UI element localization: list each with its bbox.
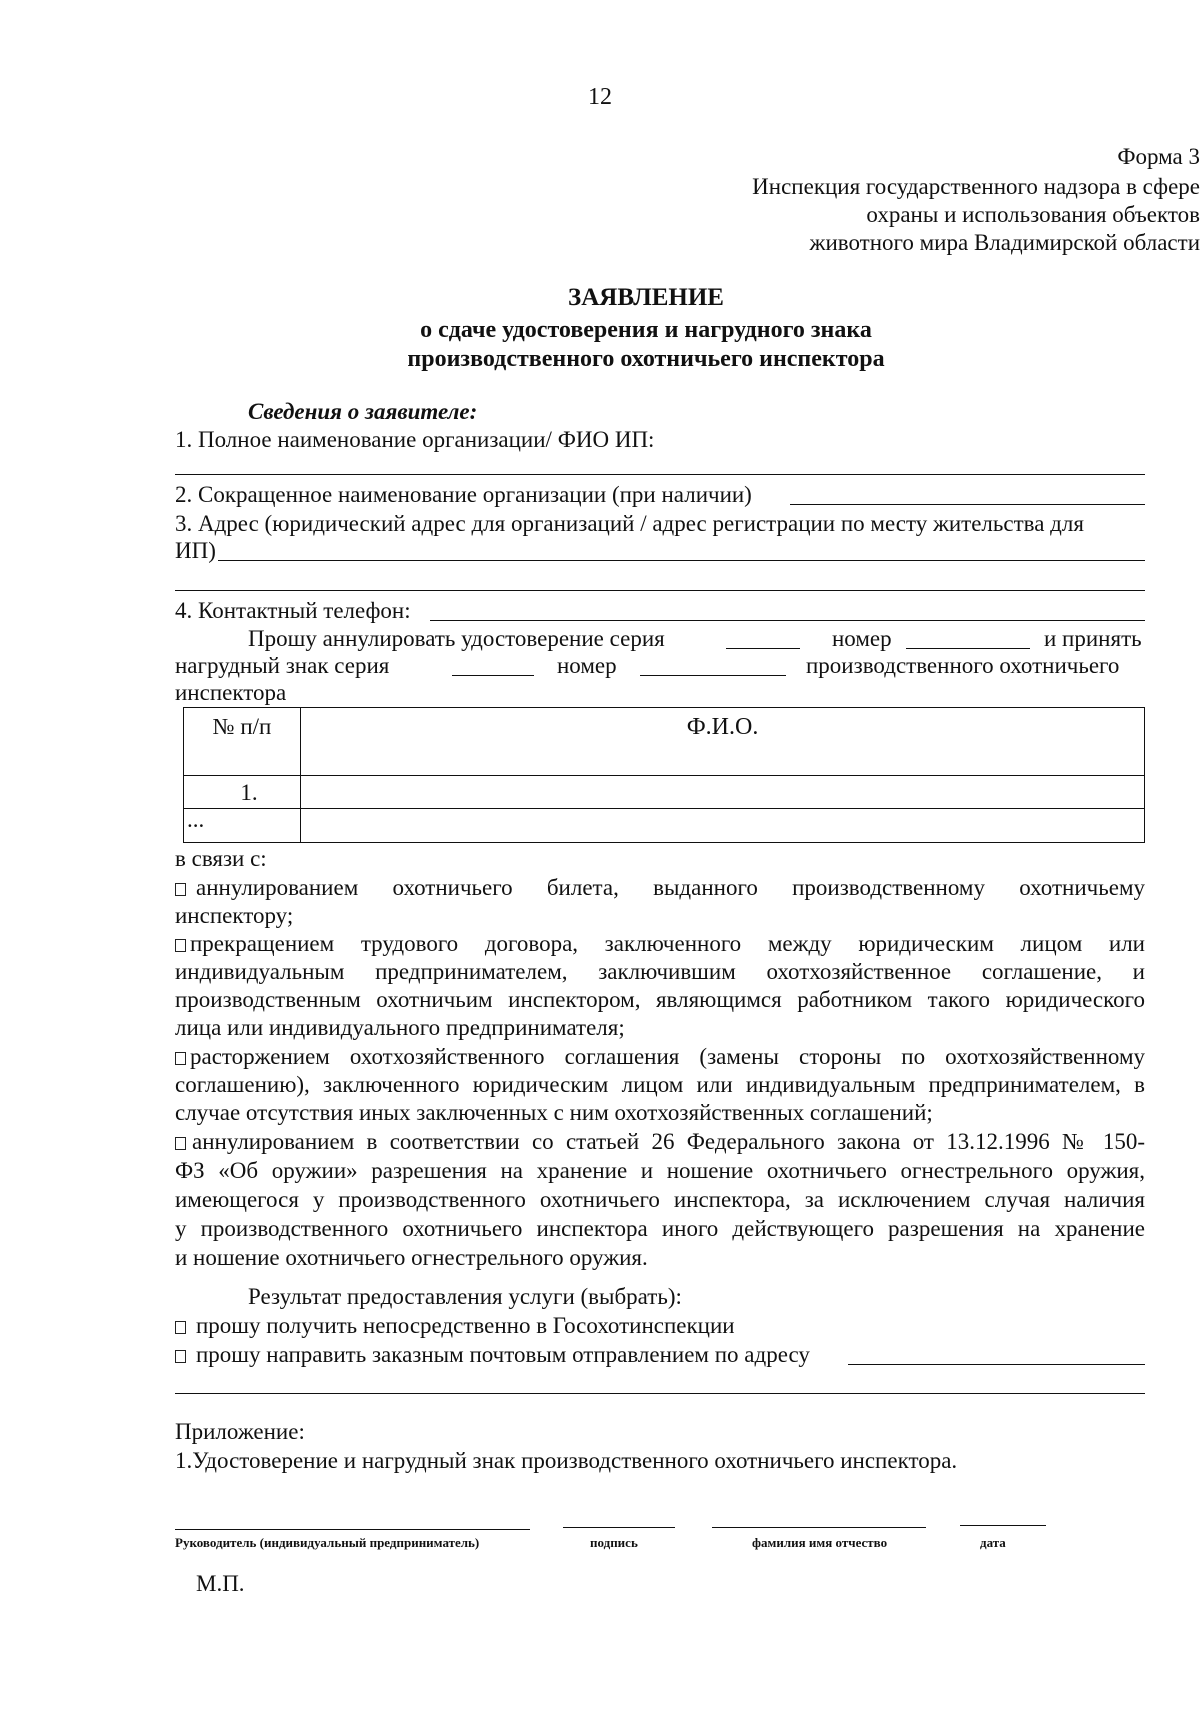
- table-header-fio: Ф.И.О.: [301, 708, 1145, 776]
- request-line-1-a: Прошу аннулировать удостоверение серия: [248, 626, 665, 651]
- signature-line-head: [175, 1529, 530, 1530]
- checkbox-reason-1[interactable]: [175, 883, 186, 896]
- reason-3-line-1: расторжением охотхозяйственного соглашения (замены стороны по охотхозяйственному: [190, 1044, 1145, 1069]
- field-line-full-name: [175, 474, 1145, 475]
- document-subtitle-1: о сдаче удостоверения и нагрудного знака: [420, 317, 872, 343]
- reason-1-line-1: аннулированием охотничьего билета, выданного производственному охотничьему: [196, 875, 1145, 900]
- org-line-2: охраны и использования объектов: [866, 202, 1200, 227]
- field-line-short-name: [790, 504, 1145, 505]
- applicant-item-4: 4. Контактный телефон:: [175, 598, 411, 623]
- field-line-badge-series: [452, 675, 534, 676]
- table-header-row: [184, 708, 1145, 776]
- result-option-1-label: прошу получить непосредственно в Госохотинспекции: [196, 1313, 735, 1338]
- reason-4-line-5: и ношение охотничьего огнестрельного оружия.: [175, 1245, 648, 1270]
- request-line-1-b: номер: [832, 626, 892, 651]
- document-title: ЗАЯВЛЕНИЕ: [568, 284, 724, 311]
- org-line-1: Инспекция государственного надзора в сфере: [752, 174, 1200, 199]
- form-label: Форма 3: [1117, 144, 1200, 169]
- inspector-table: [183, 707, 1145, 843]
- request-line-1-c: и принять: [1044, 626, 1142, 651]
- checkbox-send-by-mail[interactable]: [175, 1350, 186, 1363]
- reason-4-line-4: у производственного охотничьего инспектора иного действующего разрешения на хранение: [175, 1216, 1145, 1241]
- reason-2[interactable]: [175, 930, 1145, 958]
- field-line-cert-series: [726, 648, 800, 649]
- signature-caption-sign: подпись: [590, 1535, 638, 1550]
- reason-4[interactable]: [175, 1128, 1145, 1156]
- table-cell-number: 1.: [184, 776, 301, 809]
- reason-4-line-1: аннулированием в соответствии со статьей 26 Федерального закона от 13.12.1996 № 150-: [192, 1129, 1145, 1154]
- org-line-3: животного мира Владимирской области: [809, 230, 1200, 255]
- result-option-2-label: прошу направить заказным почтовым отправлением по адресу: [196, 1342, 810, 1367]
- reason-4-line-3: имеющегося у производственного охотничьего инспектора, за исключением случая наличия: [175, 1187, 1145, 1212]
- table-cell-number: ...: [184, 809, 301, 843]
- applicant-heading: Сведения о заявителе:: [248, 399, 478, 424]
- page-number: 12: [588, 84, 612, 110]
- field-line-badge-number: [640, 675, 786, 676]
- signature-line-date: [960, 1525, 1046, 1526]
- field-line-address-2: [175, 590, 1145, 591]
- applicant-item-3-line-2: ИП): [175, 538, 216, 563]
- table-cell-fio[interactable]: [301, 776, 1145, 809]
- appendix-heading: Приложение:: [175, 1419, 305, 1444]
- field-line-mail-address: [848, 1364, 1145, 1365]
- signature-caption-fio: фамилия имя отчество: [752, 1535, 888, 1550]
- checkbox-reason-4[interactable]: [175, 1137, 186, 1150]
- reason-1[interactable]: [175, 874, 1145, 902]
- reason-2-line-3: производственным охотничьим инспектором, являющимся работником такого юридического: [175, 987, 1145, 1012]
- request-line-3: инспектора: [175, 680, 287, 705]
- checkbox-reason-2[interactable]: [175, 939, 186, 952]
- reason-1-line-2: инспектору;: [175, 903, 294, 928]
- document-subtitle-2: производственного охотничьего инспектора: [407, 346, 885, 372]
- applicant-item-3-line-1: 3. Адрес (юридический адрес для организаций / адрес регистрации по месту жительства для: [175, 511, 1084, 536]
- request-line-2-c: производственного охотничьего: [806, 653, 1120, 678]
- signature-caption-head: Руководитель (индивидуальный предприниматель): [175, 1535, 480, 1550]
- checkbox-reason-3[interactable]: [175, 1052, 186, 1065]
- field-line-mail-address-2: [175, 1393, 1145, 1394]
- field-line-address: [218, 560, 1145, 561]
- field-line-cert-number: [906, 648, 1030, 649]
- reason-2-line-4: лица или индивидуального предпринимателя;: [175, 1015, 625, 1040]
- reason-3-line-2: соглашению), заключенного юридическим лицом или индивидуальным предпринимателем, в: [175, 1072, 1145, 1097]
- stamp-place: М.П.: [196, 1571, 245, 1596]
- reason-2-line-1: прекращением трудового договора, заключенного между юридическим лицом или: [190, 931, 1145, 956]
- appendix-item-1: 1.Удостоверение и нагрудный знак производственного охотничьего инспектора.: [175, 1448, 958, 1473]
- table-header-number: № п/п: [184, 708, 301, 776]
- result-option-2[interactable]: [175, 1341, 810, 1369]
- signature-line-sign: [563, 1527, 675, 1528]
- table-cell-fio[interactable]: [301, 809, 1145, 843]
- request-line-2-b: номер: [557, 653, 617, 678]
- reasons-intro: в связи с:: [175, 846, 267, 871]
- applicant-item-2: 2. Сокращенное наименование организации (при наличии): [175, 482, 752, 507]
- applicant-item-1: 1. Полное наименование организации/ ФИО ИП:: [175, 427, 655, 452]
- reason-3-line-3: случае отсутствия иных заключенных с ним охотхозяйственных соглашений;: [175, 1100, 933, 1125]
- reason-4-line-2: ФЗ «Об оружии» разрешения на хранение и ношение охотничьего огнестрельного оружия,: [175, 1158, 1145, 1183]
- result-heading: Результат предоставления услуги (выбрать):: [248, 1284, 682, 1309]
- table-row: [184, 809, 1145, 843]
- checkbox-receive-in-person[interactable]: [175, 1321, 186, 1334]
- reason-2-line-2: индивидуальным предпринимателем, заключившим охотхозяйственное соглашение, и: [175, 959, 1145, 984]
- reason-3[interactable]: [175, 1043, 1145, 1071]
- signature-caption-date: дата: [980, 1535, 1006, 1550]
- table-row: [184, 776, 1145, 809]
- request-line-2-a: нагрудный знак серия: [175, 653, 390, 678]
- field-line-phone: [430, 620, 1145, 621]
- result-option-1[interactable]: [175, 1312, 735, 1340]
- signature-line-fio: [712, 1527, 926, 1528]
